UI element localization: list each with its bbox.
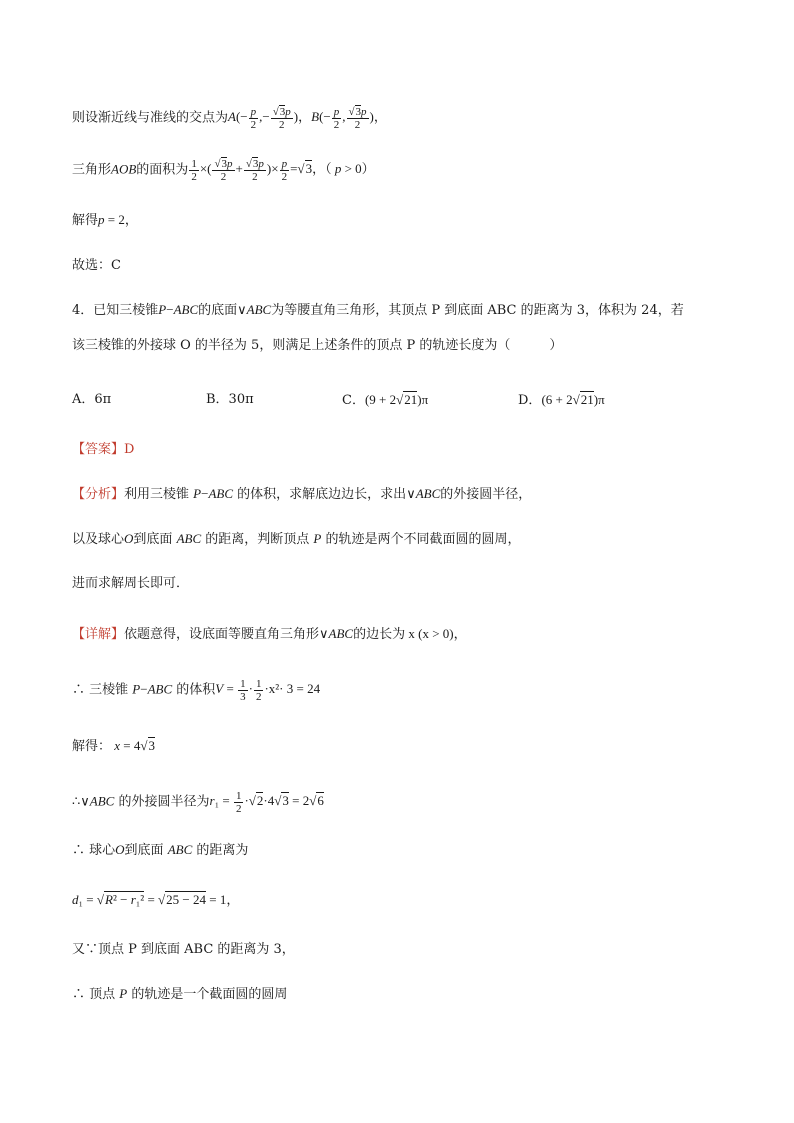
detail-d1: d₁ = √R² − r₁² = √25 − 24 = 1， xyxy=(72,892,240,907)
formula: A(− $\frac{p}{2}$ ,− $\frac{√3p}{2}$ )，B(− $\frac{p}{2}$ , $\frac{√3p}{2}$ )， xyxy=(228,106,387,131)
answer-value: D xyxy=(124,442,135,457)
detail-center-distance: ∴ 球心O到底面 ABC 的距离为 xyxy=(72,842,249,858)
analysis-line-3: 进而求解周长即可． xyxy=(72,576,190,591)
answer-label: 【答案】 xyxy=(72,442,125,457)
option-c: C．(9 + 2√21)π xyxy=(342,392,429,408)
answer-line xyxy=(72,440,134,460)
formula: $\frac{1}{2}$ ×( $\frac{√3p}{2}$ + $\frac{√3p}{2}$ )× $\frac{p}{2}$ =√3，（ p > 0） xyxy=(191,158,375,183)
analysis-line-2: 以及球心O到底面 ABC 的距离，判断顶点 P 的轨迹是两个不同截面圆的圆周， xyxy=(72,531,521,547)
detail-circumradius: ∴∨ABC 的外接圆半径为r₁ = $\frac{1}{2}$ ·√2·4√3 = 2√6 xyxy=(72,790,324,815)
analysis-line-1: 【分析】利用三棱锥 P−ABC 的体积，求解底边边长，求出∨ABC的外接圆半径， xyxy=(72,486,532,502)
detail-solve: 解得： x = 4√3 xyxy=(72,738,156,754)
detail-volume: ∴ 三棱锥 P−ABC 的体积V = $\frac{1}{3}$ · $\frac{1}{2}$ ·x²· 3 = 24 xyxy=(72,678,321,703)
detail-label: 【详解】 xyxy=(72,627,125,642)
line-prefix: 三角形 xyxy=(72,162,112,178)
line-mid: 的面积为 xyxy=(136,162,189,178)
text-line-area: 三角形AOB的面积为 $\frac{1}{2}$ ×( $\frac{√3p}{2}$ + $\frac{√3p}{2}$ )× $\frac{p}{2}$ =√3，（ p > 0） xyxy=(72,158,375,183)
question-rest: 为等腰直角三角形，其顶点 P 到底面 ABC 的距离为 3，体积为 24，若 xyxy=(271,303,684,318)
text-line-choice: 故选：C xyxy=(72,258,121,273)
formula: p = 2， xyxy=(98,212,138,227)
question-mid: 的底面 xyxy=(198,303,238,318)
detail-locus: ∴ 顶点 P 的轨迹是一个截面圆的圆周 xyxy=(72,986,288,1002)
option-b: B．30π xyxy=(206,392,254,407)
question-prefix: 4．已知三棱锥 xyxy=(72,303,159,318)
analysis-label: 【分析】 xyxy=(72,487,125,502)
question-line-1: 4．已知三棱锥P−ABC的底面∨ABC为等腰直角三角形，其顶点 P 到底面 ABC 的距离为 3，体积为 24，若 xyxy=(72,302,684,318)
text-line-solve xyxy=(72,210,138,231)
detail-line-1: 【详解】依题意得，设底面等腰直角三角形∨ABC的边长为 x (x > 0)， xyxy=(72,626,467,642)
option-d: D．(6 + 2√21)π xyxy=(518,392,605,408)
question-line-2: 该三棱锥的外接球 O 的半径为 5，则满足上述条件的顶点 P 的轨迹长度为（ ） xyxy=(72,338,563,353)
detail-again: 又∵顶点 P 到底面 ABC 的距离为 3， xyxy=(72,942,295,957)
option-a: A．6π xyxy=(72,392,112,407)
line-prefix: 解得 xyxy=(72,213,99,228)
line-prefix: 则设渐近线与准线的交点为 xyxy=(72,110,229,126)
text-line-asymptote xyxy=(72,106,387,131)
